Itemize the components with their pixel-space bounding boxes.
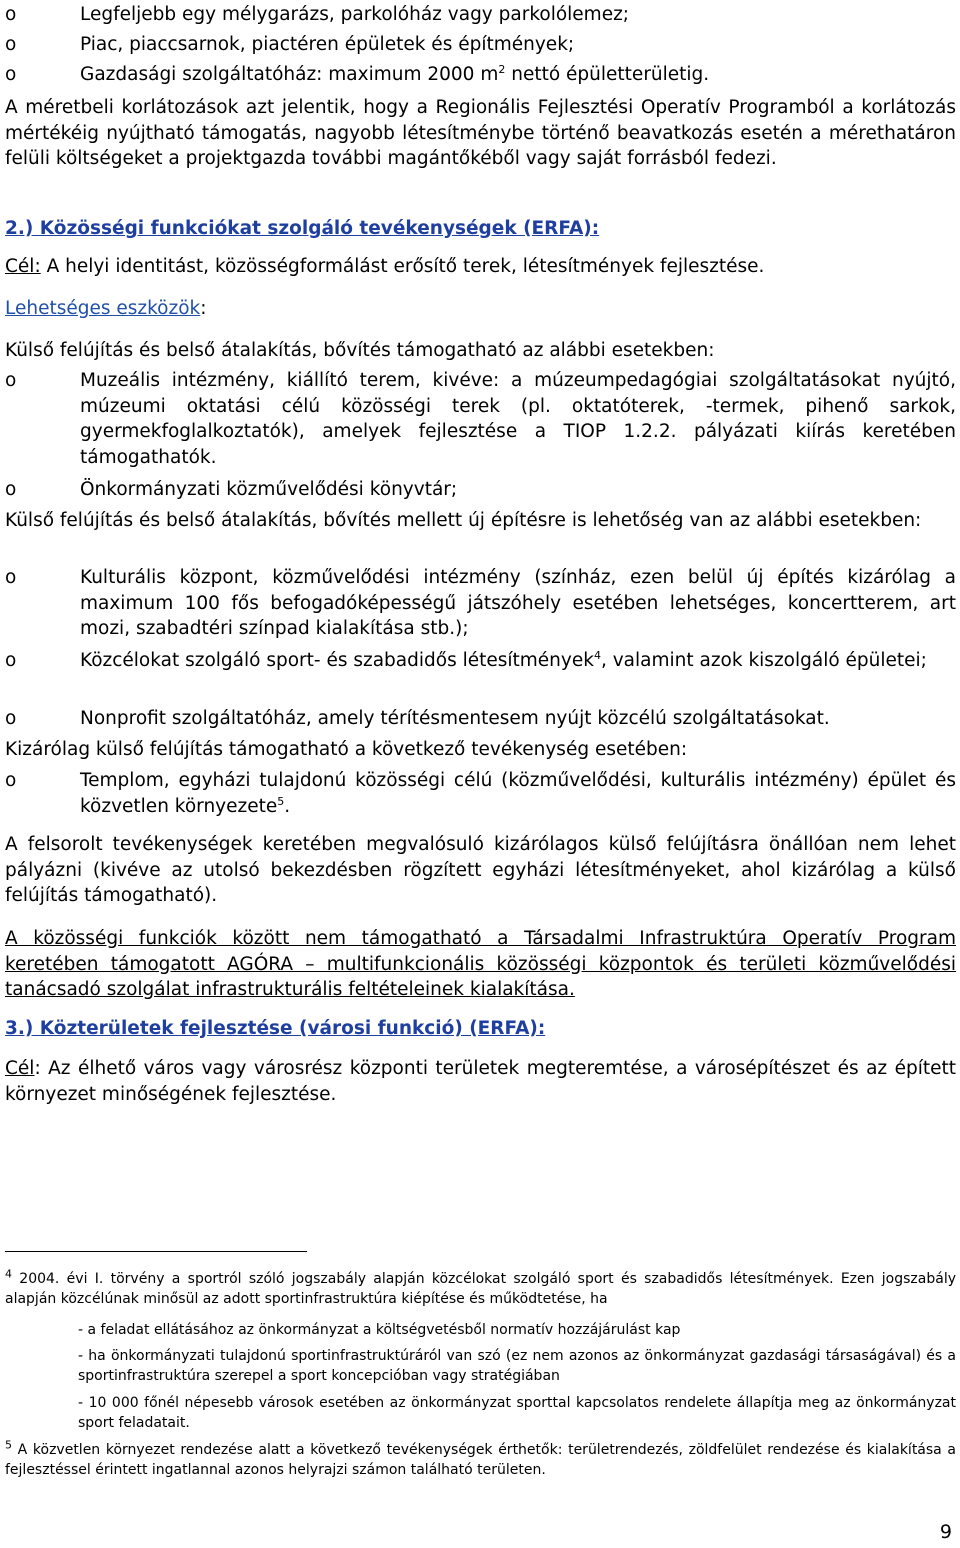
- bullet-icon: o: [5, 4, 17, 25]
- list-item-text: Templom, egyházi tulajdonú közösségi célú (közművelődési, kulturális intézmény) épület és közvetlen környezete$^5$.: [80, 770, 956, 817]
- paragraph-intro: Kizárólag külső felújítás támogatható a következő tevékenység esetében:: [5, 739, 688, 760]
- list-item-text: Piac, piaccsarnok, piactéren épületek és építmények;: [80, 34, 575, 55]
- paragraph-agora: A közösségi funkciók között nem támogatható a Társadalmi Infrastruktúra Operatív Program keretében támogatott AGÓRA – multifunkcionális közösségi központok és területi közművelődési tanácsadó szolgálat infrastrukturális feltételeinek kialakítása.: [5, 928, 956, 1001]
- bullet-icon: o: [5, 34, 17, 55]
- paragraph-intro: Külső felújítás és belső átalakítás, bővítés támogatható az alábbi esetekben:: [5, 340, 715, 361]
- list-item-text: Önkormányzati közművelődési könyvtár;: [80, 479, 458, 500]
- footnote-item: - a feladat ellátásához az önkormányzat a költségvetésből normatív hozzájárulást kap: [78, 1322, 681, 1338]
- footnote-5: $^5$ A közvetlen környezet rendezése alatt a következő tevékenységek érthetők: területrendezés, zöldfelület rendezése és kialakítása a fejlesztéssel érintett ingatlannal azonos helyrajzi számon található területen.: [5, 1438, 956, 1478]
- bullet-icon: o: [5, 64, 17, 85]
- paragraph-felsorolt: A felsorolt tevékenységek keretében megvalósuló kizárólagos külső felújításra önállóan nem lehet pályázni (kivéve az utolsó bekezdésben rögzített egyházi létesítményeket, ahol kizárólag a külső felújítás támogatható).: [5, 834, 956, 907]
- bullet-icon: o: [5, 370, 17, 391]
- paragraph-intro: Külső felújítás és belső átalakítás, bővítés mellett új építésre is lehetőség van az alábbi esetekben:: [5, 510, 922, 531]
- page-number: 9: [939, 1521, 952, 1543]
- section-heading: 2.) Közösségi funkciókat szolgáló tevékenységek (ERFA):: [5, 218, 600, 239]
- list-item-text: Gazdasági szolgáltatóház: maximum 2000 $m^2$ nettó épületterületig.: [80, 62, 710, 85]
- section-heading: 3.) Közterületek fejlesztése (városi funkció) (ERFA):: [5, 1018, 546, 1039]
- footnote-item: - ha önkormányzati tulajdonú sportinfrastruktúráról van szó (ez nem azonos az önkormányzat gazdasági társaságával) és a sportinfrastruktúra szerepel a sport koncepcióban vagy stratégiában: [78, 1348, 956, 1384]
- eszkozok-label: Lehetséges eszközök:: [5, 298, 207, 319]
- footnote-separator: [5, 1251, 307, 1252]
- bullet-icon: o: [5, 479, 17, 500]
- list-item-text: Kulturális központ, közművelődési intézmény (színház, ezen belül új építés kizárólag a maximum 100 fős befogadóképességű játszóhely esetében lehetséges, koncertterem, art mozi, szabadtéri színpad kialakítása stb.);: [80, 567, 956, 640]
- bullet-icon: o: [5, 770, 17, 791]
- list-item-text: Közcélokat szolgáló sport- és szabadidős létesítmények$^4$, valamint azok kiszolgáló épületei;: [80, 648, 927, 671]
- list-item-text: Muzeális intézmény, kiállító terem, kivéve: a múzeumpedagógiai szolgáltatásokat nyújtó, múzeumi oktatási célú közösségi terek (pl. oktatóterek, -termek, pihenő sarkok, gyermekfoglalkoztatók), amelyek fejlesztése a TIOP 1.2.2. pályázati kiírás keretében támogathatók.: [80, 370, 956, 468]
- footnote-item: - 10 000 főnél népesebb városok esetében az önkormányzat sporttal kapcsolatos rendelete állapítja meg az önkormányzat sport feladatait.: [78, 1395, 956, 1431]
- list-item-text: Legfeljebb egy mélygarázs, parkolóház vagy parkolólemez;: [80, 4, 630, 25]
- list-item-text: Nonprofit szolgáltatóház, amely térítésmentesem nyújt közcélú szolgáltatásokat.: [80, 708, 830, 729]
- cel-line: Cél: Az élhető város vagy városrész központi területek megteremtése, a városépítészet és az épített környezet minőségének fejlesztése.: [5, 1058, 956, 1105]
- footnote-4: $^4$ 2004. évi I. törvény a sportról szóló jogszabály alapján közcélokat szolgáló sport és szabadidős létesítmények. Ezen jogszabály alapján közcélúnak minősül az adott sportinfrastruktúra kiépítése és működtetése, ha: [5, 1267, 956, 1307]
- bullet-icon: o: [5, 650, 17, 671]
- bullet-icon: o: [5, 708, 17, 729]
- paragraph-meretbeli: A méretbeli korlátozások azt jelentik, hogy a Regionális Fejlesztési Operatív Programból a korlátozás mértékéig nyújtható támogatás, nagyobb létesítménybe történő beavatkozás esetén a mérethatáron felüli költségeket a projektgazda további magántőkéből vagy saját forrásból fedezi.: [5, 97, 956, 170]
- bullet-icon: o: [5, 567, 17, 588]
- cel-line: Cél: A helyi identitást, közösségformálást erősítő terek, létesítmények fejlesztése.: [5, 256, 765, 277]
